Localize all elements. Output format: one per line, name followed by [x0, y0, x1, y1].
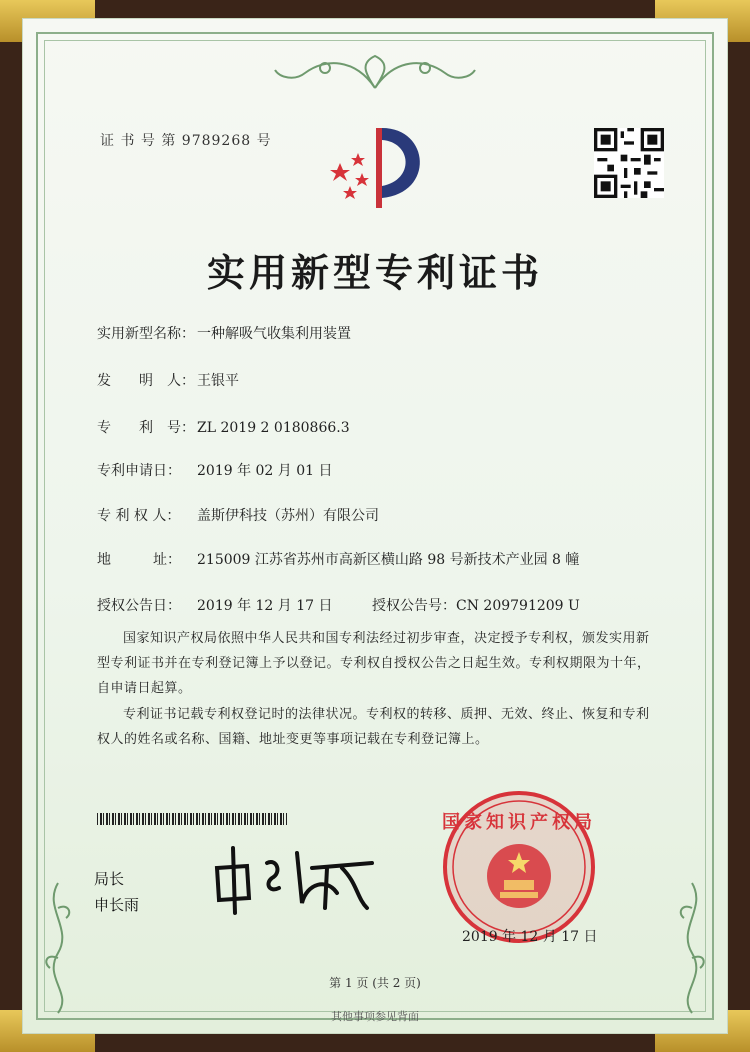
filing-date-value: 2019 年 02 月 01 日 [197, 463, 333, 479]
patentee-value: 盖斯伊科技（苏州）有限公司 [197, 508, 379, 524]
certificate-paper [22, 18, 728, 1034]
official-seal-icon [440, 788, 598, 946]
address-value: 215009 江苏省苏州市高新区横山路 98 号新技术产业园 8 幢 [197, 552, 580, 568]
barcode-icon [97, 813, 287, 825]
page-indicator: 第 1 页 (共 2 页) [329, 976, 421, 990]
certificate-number: 证 书 号 第 9789268 号 [100, 133, 272, 149]
patentee-label: 专 利 权 人： [97, 508, 181, 524]
filing-date-row [97, 460, 333, 480]
patent-office-logo-icon [320, 118, 440, 228]
inventor-value: 王银平 [197, 373, 239, 389]
left-ornament-icon [38, 878, 78, 1018]
seal-date: 2019 年 12 月 17 日 [462, 929, 598, 945]
certificate-title: 实用新型专利证书 [206, 250, 543, 295]
inventor-row [97, 370, 239, 390]
grant-date-value: 2019 年 12 月 17 日 [197, 598, 333, 614]
statement-paragraph-2: 专利证书记载专利权登记时的法律状况。专利权的转移、质押、无效、终止、恢复和专利权人的姓名或名称、国籍、地址变更等事项记载在专利登记簿上。 [97, 707, 650, 747]
qr-code-icon [594, 128, 664, 198]
top-ornament-icon [265, 48, 485, 98]
grant-date-row [97, 595, 333, 615]
inventor-label: 发 明 人： [97, 373, 195, 389]
right-ornament-icon [672, 878, 712, 1018]
utility-model-name-label: 实用新型名称： [97, 326, 195, 342]
footnote: 其他事项参见背面 [331, 1010, 419, 1023]
bureau-title: 局长 [94, 870, 125, 888]
svg-text:国家知识产权局: 国家知识产权局 [442, 812, 596, 833]
grant-number-label: 授权公告号： [372, 598, 456, 614]
patentee-row [97, 505, 379, 525]
address-label: 地 址： [97, 552, 181, 568]
utility-model-name-row [97, 323, 351, 343]
grant-number-row [372, 595, 580, 615]
filing-date-label: 专利申请日： [97, 463, 181, 479]
bureau-director-name: 申长雨 [94, 896, 140, 914]
patent-number-value: ZL 2019 2 0180866.3 [197, 420, 350, 436]
statement-paragraph-1: 国家知识产权局依照中华人民共和国专利法经过初步审查，决定授予专利权，颁发实用新型专利证书并在专利登记簿上予以登记。专利权自授权公告之日起生效。专利权期限为十年，自申请日起算。 [97, 631, 651, 696]
utility-model-name-value: 一种解吸气收集利用装置 [197, 326, 351, 342]
address-row [97, 549, 579, 569]
patent-number-row [97, 417, 350, 437]
grant-date-label: 授权公告日： [97, 598, 181, 614]
grant-number-value: CN 209791209 U [456, 598, 580, 614]
patent-number-label: 专 利 号： [97, 420, 195, 436]
director-signature-icon [207, 838, 387, 918]
